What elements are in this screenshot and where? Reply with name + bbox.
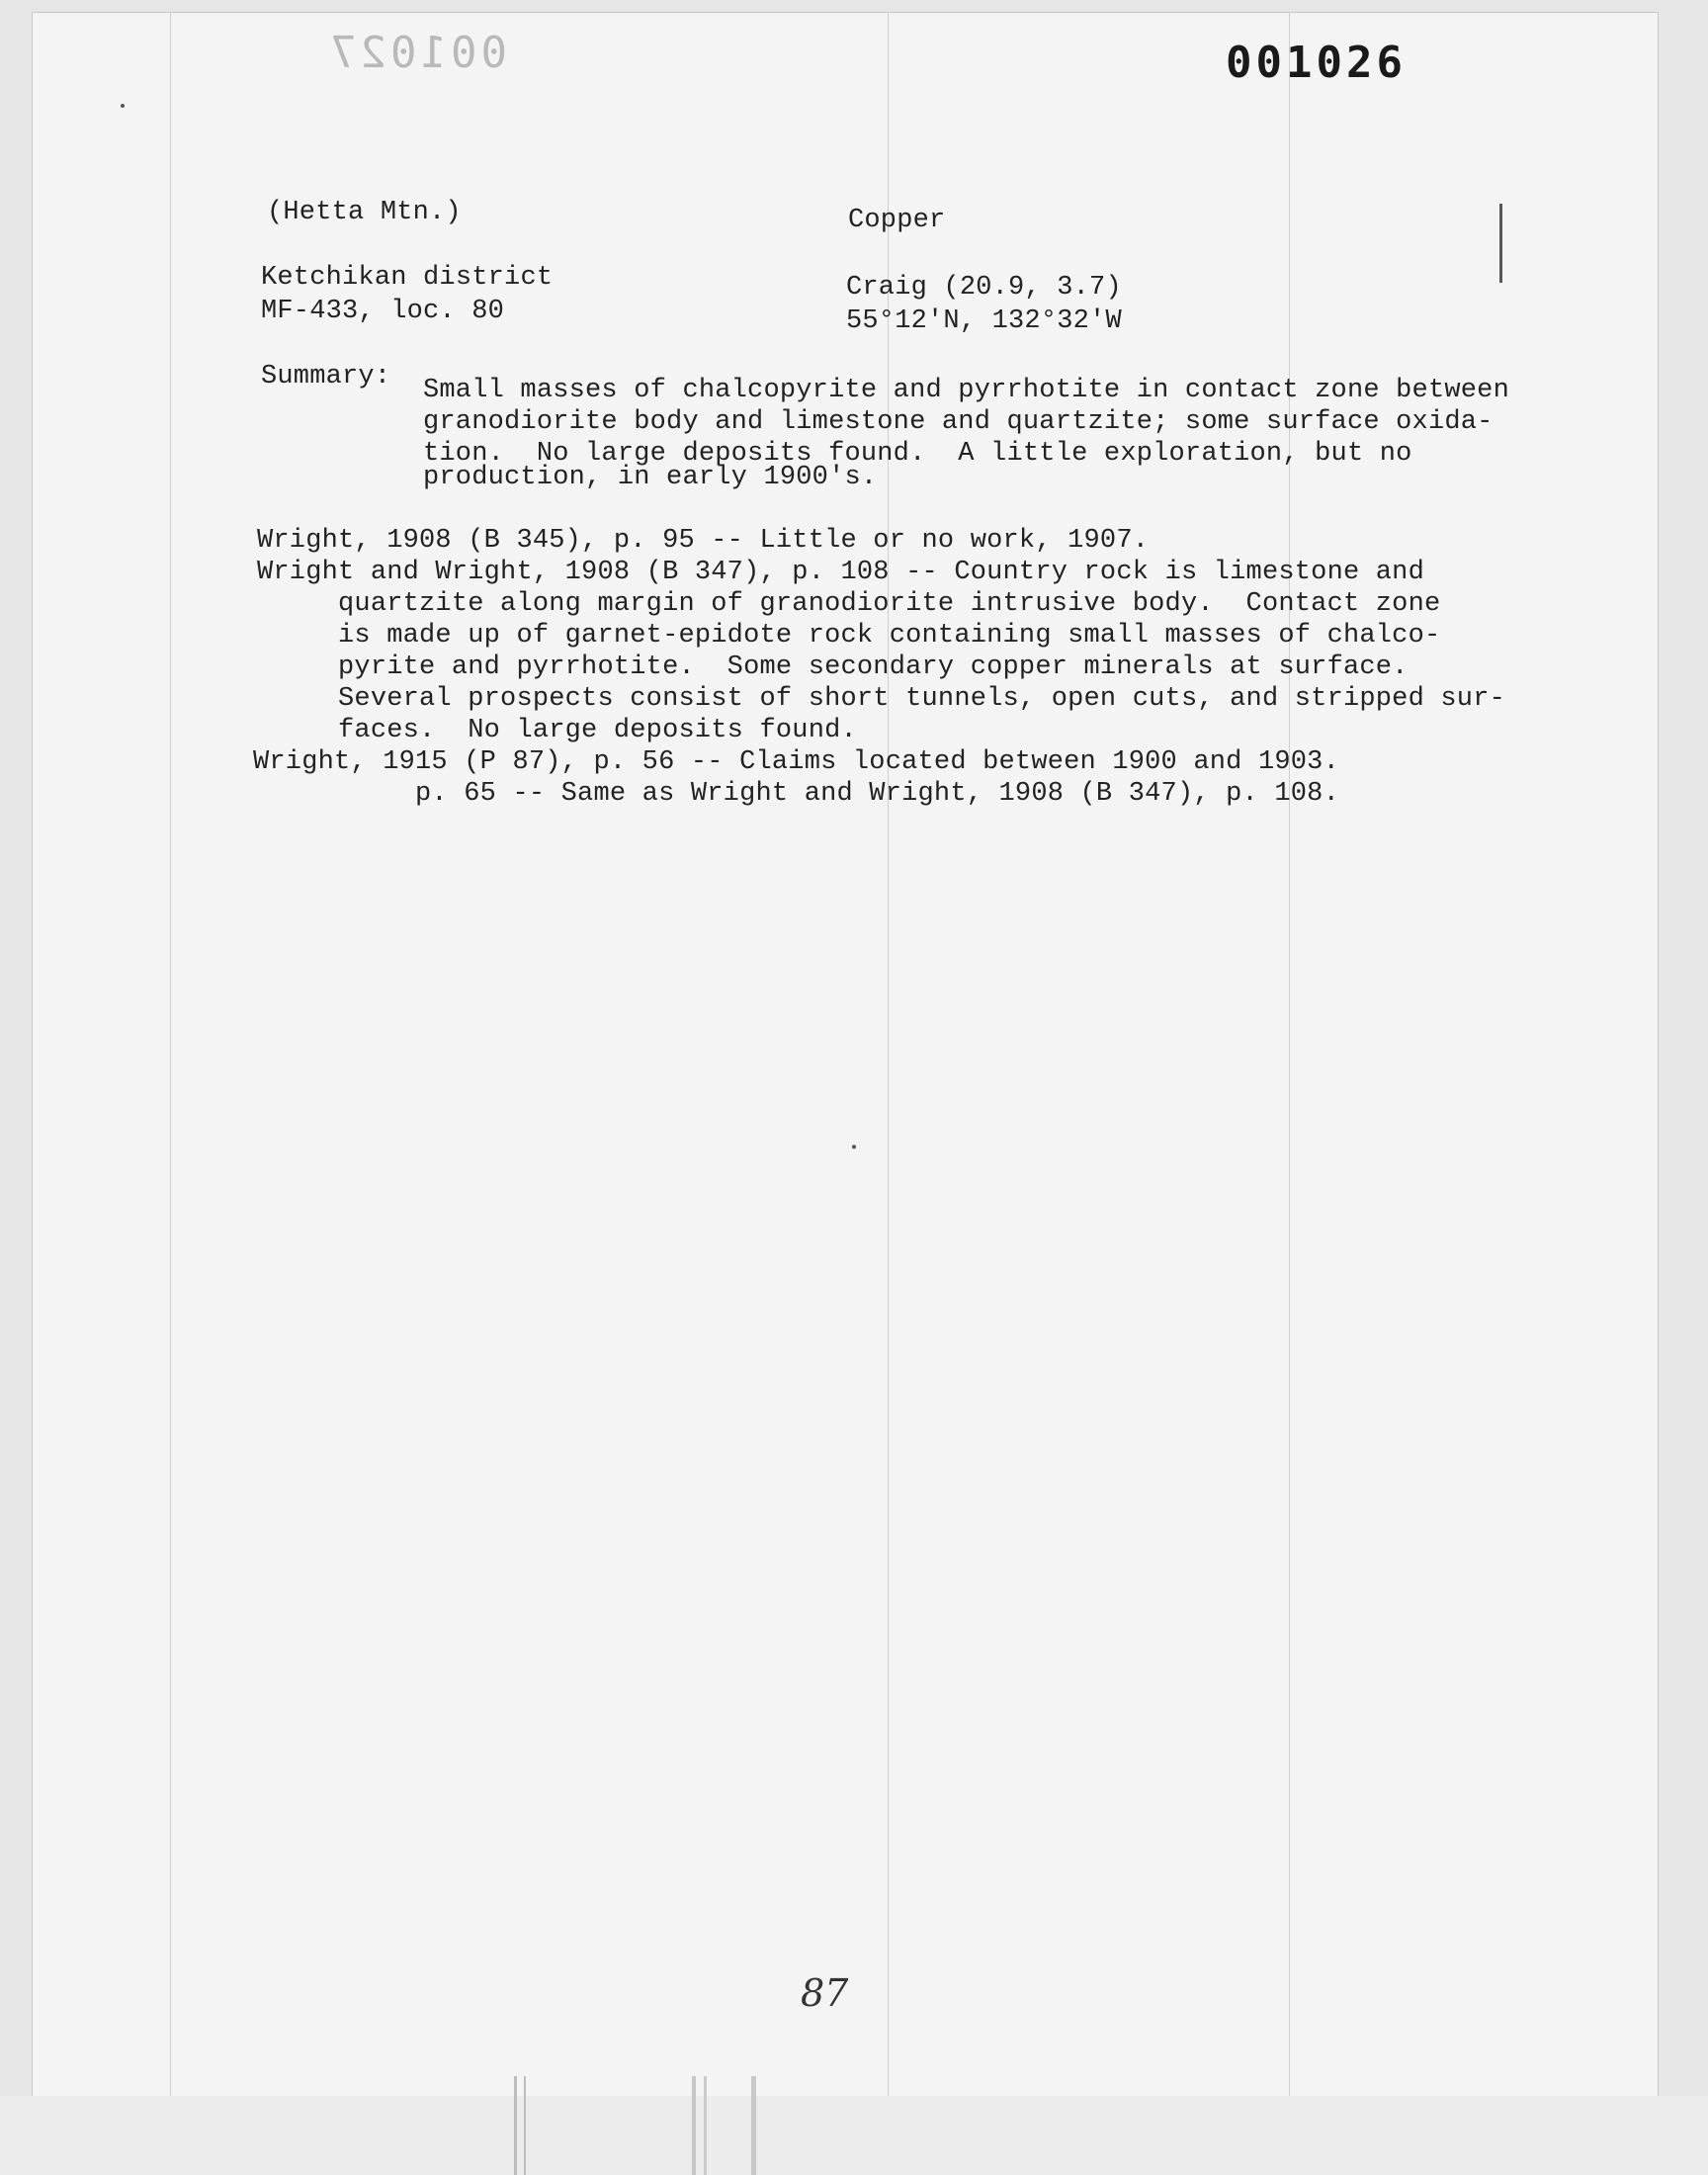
scanner-strip xyxy=(0,2096,1708,2175)
quadrangle: Craig (20.9, 3.7) xyxy=(846,273,1122,303)
summary-label: Summary: xyxy=(261,362,391,392)
reference-line: Several prospects consist of short tunnels, open cuts, and stripped sur- xyxy=(257,684,1506,714)
reference-line: Wright and Wright, 1908 (B 347), p. 108 -- Country rock is limestone and xyxy=(257,558,1424,587)
speck xyxy=(852,1145,856,1149)
stamp-number: 001026 xyxy=(1226,38,1407,88)
margin-mark xyxy=(1499,204,1502,283)
summary-line: production, in early 1900's. xyxy=(423,463,878,492)
map-reference: MF-433, loc. 80 xyxy=(261,297,505,326)
commodity: Copper xyxy=(848,206,946,235)
coordinates: 55°12'N, 132°32'W xyxy=(846,306,1122,336)
scan-streak xyxy=(524,2076,526,2175)
scan-line xyxy=(170,12,171,2096)
scan-line xyxy=(1289,12,1290,2096)
deposit-name: (Hetta Mtn.) xyxy=(267,198,462,227)
page-number: 87 xyxy=(801,1971,849,2015)
reference-line: quartzite along margin of granodiorite intrusive body. Contact zone xyxy=(257,589,1441,619)
reference-line: Wright, 1908 (B 345), p. 95 -- Little or no work, 1907. xyxy=(257,526,1150,556)
reference-line: pyrite and pyrrhotite. Some secondary copper minerals at surface. xyxy=(257,652,1409,682)
reference-line: p. 65 -- Same as Wright and Wright, 1908 (B 347), p. 108. xyxy=(253,779,1339,809)
scan-streak xyxy=(704,2076,707,2175)
ghost-stamp-number: 001027 xyxy=(326,28,507,78)
speck xyxy=(121,104,125,108)
district: Ketchikan district xyxy=(261,263,554,293)
summary-line: granodiorite body and limestone and quartzite; some surface oxida- xyxy=(423,407,1494,437)
reference-line: faces. No large deposits found. xyxy=(257,716,857,745)
scan-streak xyxy=(514,2076,517,2175)
reference-line: Wright, 1915 (P 87), p. 56 -- Claims located between 1900 and 1903. xyxy=(253,747,1339,777)
scan-streak xyxy=(692,2076,696,2175)
summary-line: Small masses of chalcopyrite and pyrrhotite in contact zone between xyxy=(423,376,1509,405)
scan-streak xyxy=(751,2076,756,2175)
summary-line: tion. No large deposits found. A little exploration, but no xyxy=(423,439,1412,469)
reference-line: is made up of garnet-epidote rock containing small masses of chalco- xyxy=(257,621,1441,651)
